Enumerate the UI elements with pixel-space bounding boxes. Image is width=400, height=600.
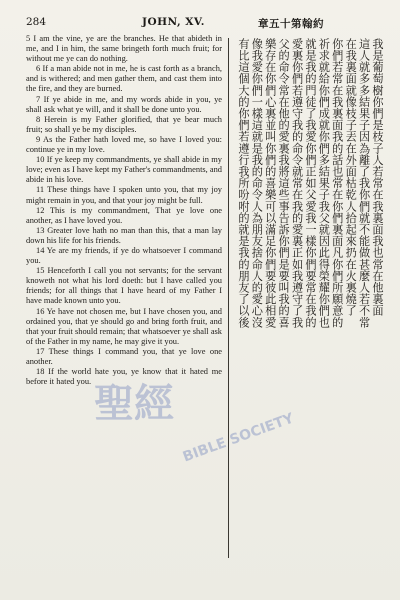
chinese-line: 你們若常在我裏面我的話也常在你們裏面凡你們所願意的 [330, 38, 344, 328]
chinese-line: 愛裏你們若遵守我的命令就常在我的愛裏正如我遵守了我 [290, 38, 304, 328]
chinese-text-column [236, 38, 384, 558]
verse-15: 15 Henceforth I call you not servants; for the servant knoweth not what his lord doeth: but I have called you friends; for all things that I have heard of my Father I have made known unto you. [26, 266, 222, 306]
verse-14: 14 Ye are my friends, if ye do whatsoever I command you. [26, 245, 222, 266]
verse-9: 9 As the Father hath loved me, so have I loved you: continue ye in my love. [26, 134, 222, 155]
verse-7: 7 If ye abide in me, and my words abide in you, ye shall ask what ye will, and it shall be done unto you. [26, 94, 222, 114]
page-number: 284 [26, 16, 47, 28]
chinese-line: 樂存在你們心裏並叫你們的喜樂可以滿足你們要彼此相愛 [263, 38, 277, 328]
verse-6: 6 If a man abide not in me, he is cast forth as a branch, and is withered; and men gather them, and cast them into the fire, and they are burned. [26, 64, 222, 94]
chinese-running-title: 章五十第翰約 [258, 18, 324, 30]
stamp-text: 聖經 [94, 381, 174, 427]
verse-10: 10 If ye keep my commandments, ye shall abide in my love; even as I have kept my Father's commandments, and abide in his love. [26, 155, 222, 185]
page-header [26, 16, 380, 32]
chinese-line: 父的命令常在他的愛裏我將這些事告訴你們是要叫我的喜 [277, 38, 291, 328]
verse-18: 18 If the world hate you, ye know that it hated me before it hated you. [26, 367, 222, 387]
verse-13: 13 Greater love hath no man than this, that a man lay down his life for his friends. [26, 225, 222, 245]
verse-17: 17 These things I command you, that ye love one another. [26, 346, 222, 366]
chinese-line: 祈求就給你們成就你們多結果子我父就因此得榮耀你們也 [317, 38, 331, 328]
chinese-line: 像我愛你們一樣這就是我的命令人為朋友捨命人的愛心沒 [250, 38, 264, 328]
chinese-line: 就是我的門徒了我愛你們正如父愛我一樣你們要常在我的 [303, 38, 317, 328]
verse-16: 16 Ye have not chosen me, but I have chosen you, and ordained you, that ye should go and bring forth fruit, and that your fruit should remain; that whatsoever ye shall ask of the Father in my name, he may give it you. [26, 306, 222, 346]
verse-11: 11 These things have I spoken unto you, that my joy might remain in you, and that your joy might be full. [26, 185, 222, 205]
column-divider [228, 38, 229, 558]
stamp-text: BIBLE SOCIETY [180, 410, 296, 466]
verse-5: 5 I am the vine, ye are the branches. He that abideth in me, and I in him, the same bringeth forth much fruit; for without me ye can do nothing. [26, 34, 222, 64]
chinese-line: 在我裏面就像枝子丟在外面枯乾人拾起來扔在火裏燒了 [344, 38, 358, 317]
chinese-line: 這人就多多結果子因為離了我你們就不能做甚麼人若不常 [357, 38, 371, 328]
chinese-line: 有比這個大的你們若遵行我所吩咐的就是我的朋友了以後 [236, 38, 250, 328]
verse-8: 8 Herein is my Father glorified, that ye bear much fruit; so shall ye be my disciples. [26, 114, 222, 134]
english-text-column [26, 34, 222, 387]
verse-12: 12 This is my commandment, That ye love one another, as I have loved you. [26, 205, 222, 225]
chinese-line: 我是葡萄樹你們是枝子人若常在我裏面我也常在他裏面 [371, 38, 384, 317]
running-title: JOHN, XV. [142, 16, 205, 28]
